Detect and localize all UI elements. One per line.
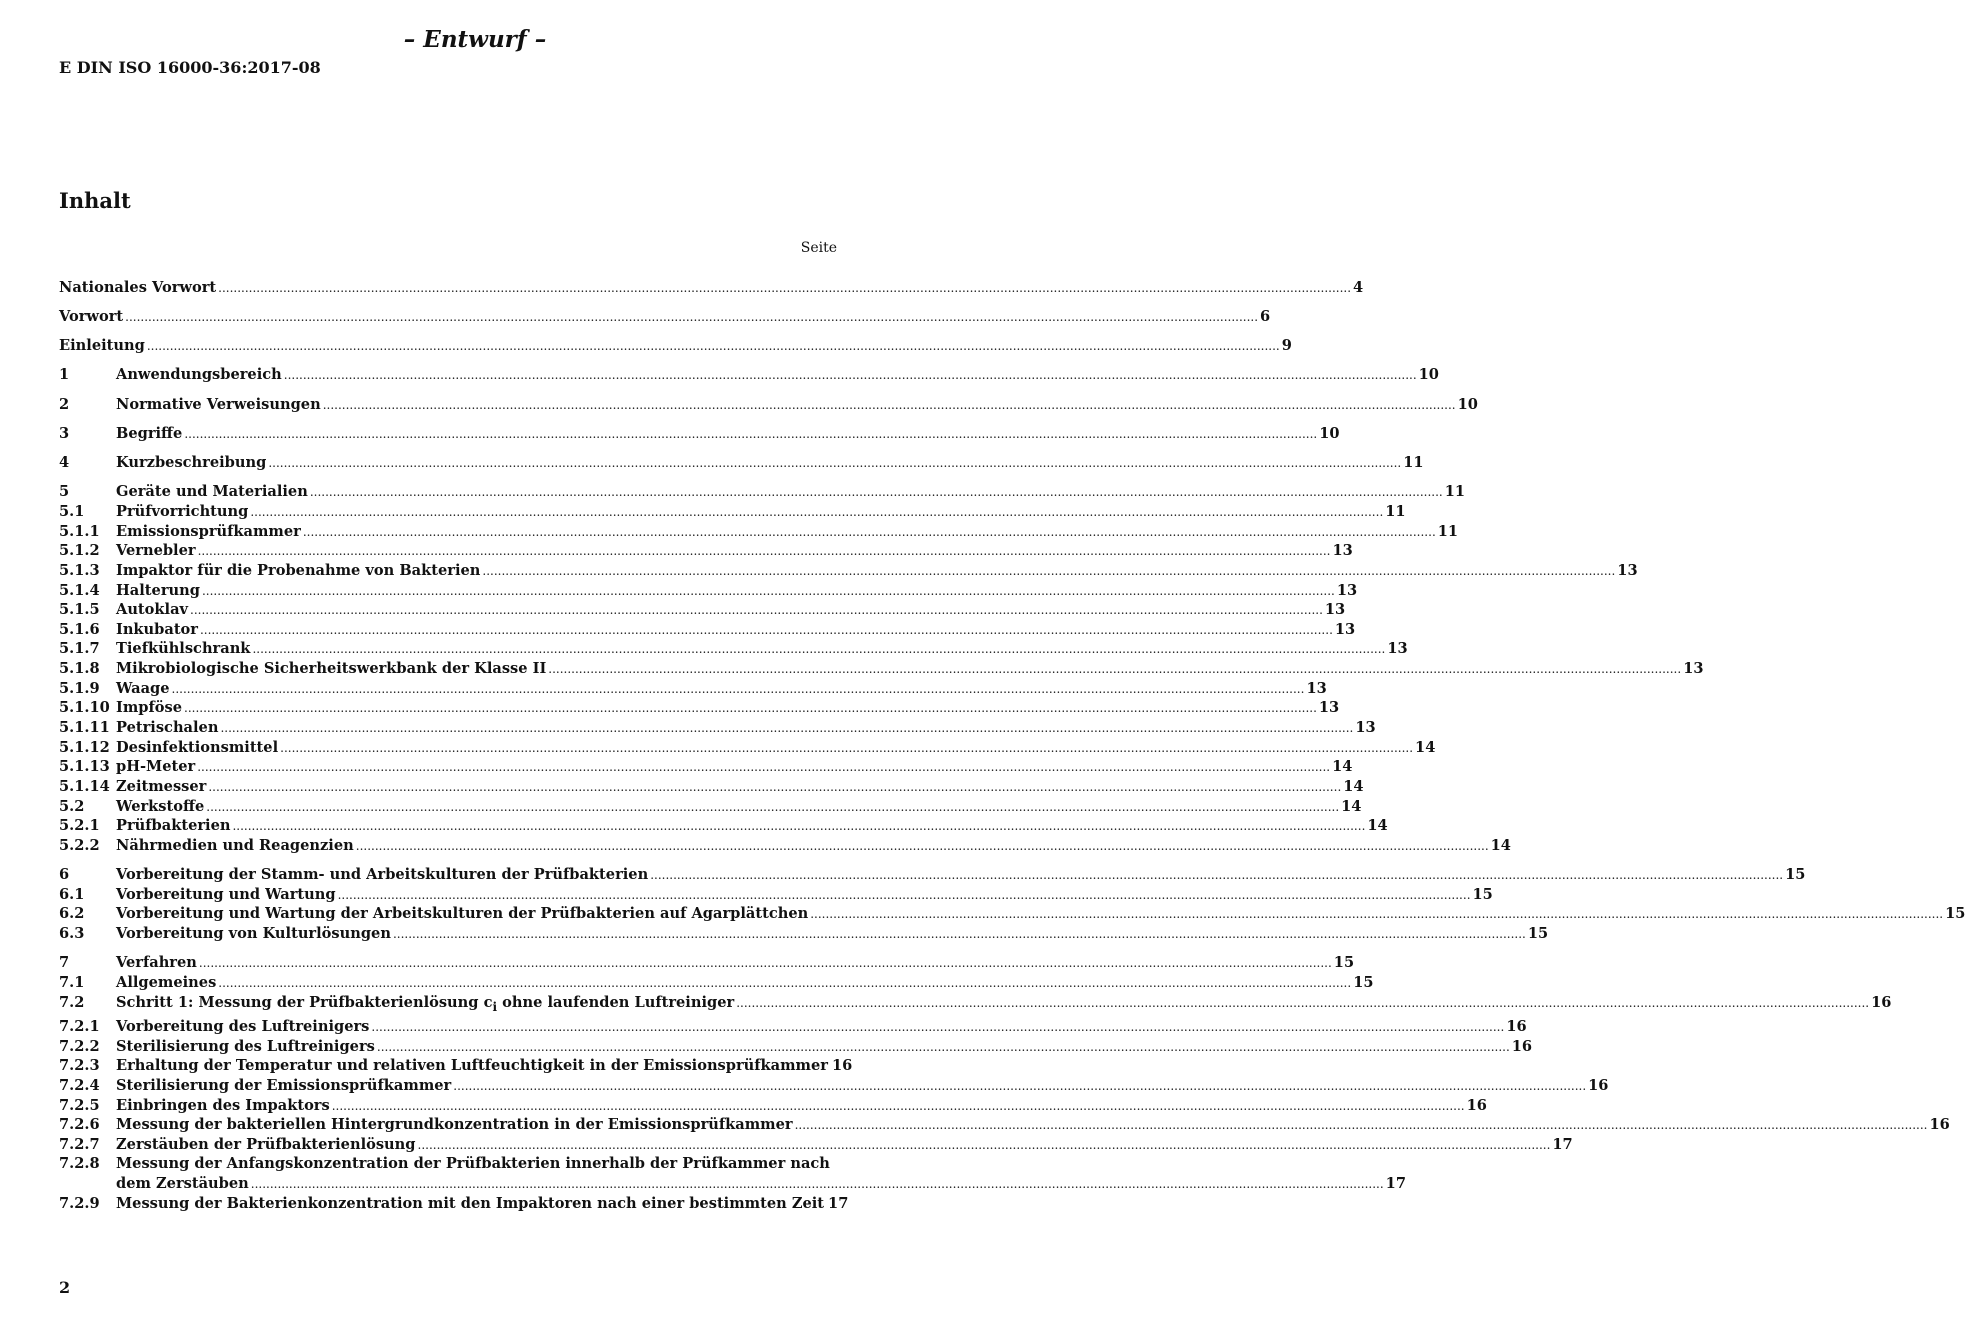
toc-entry[interactable]: [59, 1115, 1950, 1135]
toc-entry-page: 13: [1355, 719, 1376, 736]
toc-entry-title: Vernebler: [116, 542, 196, 559]
toc-entry-number: 7.2.2: [59, 1038, 100, 1055]
toc-leader-dots: [332, 1096, 1465, 1116]
toc-entry-title-continued: dem Zerstäuben: [116, 1175, 249, 1192]
toc-entry-page: 16: [1871, 994, 1892, 1011]
toc-entry-number: 7.2.5: [59, 1097, 100, 1114]
toc-entry[interactable]: [59, 1194, 849, 1214]
toc-entry[interactable]: [59, 1154, 1406, 1194]
toc-leader-dots: [377, 1037, 1510, 1057]
toc-entry-title: Sterilisierung der Emissionsprüfkammer: [116, 1077, 452, 1094]
toc-entry-number: 7.2: [59, 994, 85, 1011]
toc-leader-dots: [197, 757, 1330, 777]
toc-entry-title: Inkubator: [116, 621, 198, 638]
toc-entry[interactable]: [59, 953, 1355, 973]
toc-entry-title: Vorbereitung und Wartung: [116, 886, 336, 903]
toc-entry-page: 15: [1527, 925, 1549, 942]
toc-entry[interactable]: [59, 757, 1353, 777]
toc-leader-dots: [220, 718, 1353, 738]
toc-leader-dots: [356, 836, 1489, 856]
toc-entry-page: 11: [1403, 454, 1424, 471]
toc-entry-number: 5.2.2: [59, 837, 100, 854]
toc-entry-page: 16: [831, 1057, 853, 1074]
toc-entry-page: 11: [1385, 503, 1406, 520]
toc-entry-number: 7.2.6: [59, 1116, 100, 1133]
toc-entry-number: 5.1.4: [59, 582, 100, 599]
toc-entry-number: 2: [59, 396, 70, 413]
toc-entry[interactable]: [59, 777, 1364, 797]
toc-entry-page: 14: [1343, 778, 1364, 795]
toc-entry-title: Nationales Vorwort: [59, 279, 217, 296]
toc-entry-title: Vorbereitung der Stamm- und Arbeitskulturen der Prüfbakterien: [116, 866, 649, 883]
toc-entry-page: 13: [1683, 660, 1704, 677]
toc-entry-page: 13: [1334, 621, 1356, 638]
toc-entry-title: Verfahren: [116, 954, 197, 971]
toc-entry-page: 15: [1785, 866, 1806, 883]
toc-entry-title: [116, 993, 734, 1017]
toc-entry-number: 7.2.7: [59, 1136, 100, 1153]
toc-entry-number: 5.1.7: [59, 640, 100, 657]
toc-leader-dots: [184, 698, 1317, 718]
toc-entry-page: 13: [1336, 582, 1358, 599]
toc-entry-title: Desinfektionsmittel: [116, 739, 279, 756]
toc-entry-title: Impföse: [116, 699, 182, 716]
toc-entry-page: 9: [1281, 337, 1292, 354]
toc-leader-dots: [218, 278, 1351, 298]
toc-leader-dots: [418, 1135, 1551, 1155]
toc-entry-page: 13: [1332, 542, 1353, 559]
toc-entry-title-suffix: ohne laufenden Luftreiniger: [497, 994, 735, 1011]
toc-entry-subscript: i: [492, 999, 498, 1014]
toc-entry[interactable]: [59, 1135, 1573, 1155]
toc-leader-dots: [284, 365, 1417, 385]
toc-entry-page: 13: [1324, 601, 1346, 618]
toc-entry[interactable]: [59, 904, 1965, 924]
toc-leader-dots: [232, 816, 1365, 836]
toc-entry[interactable]: [59, 424, 1340, 444]
toc-leader-dots: [548, 659, 1681, 679]
toc-leader-dots: [303, 522, 1436, 542]
toc-entry[interactable]: [59, 639, 1408, 659]
toc-entry-number: 5.1.13: [59, 758, 110, 775]
toc-entry-title: Begriffe: [116, 425, 183, 442]
toc-leader-dots: [310, 482, 1443, 502]
toc-entry[interactable]: [59, 307, 1271, 327]
toc-entry-title: Prüfbakterien: [116, 817, 231, 834]
toc-leader-dots: [202, 581, 1335, 601]
toc-entry-title: Zeitmesser: [116, 778, 207, 795]
toc-entry[interactable]: [59, 924, 1549, 944]
toc-entry-title: Messung der Anfangskonzentration der Prüfbakterien innerhalb der Prüfkammer nach: [116, 1155, 830, 1172]
toc-entry[interactable]: [59, 522, 1459, 542]
toc-entry-page: 14: [1415, 739, 1436, 756]
toc-entry[interactable]: [59, 278, 1364, 298]
toc-entry[interactable]: [59, 973, 1374, 993]
toc-entry-title: Nährmedien und Reagenzien: [116, 837, 354, 854]
toc-entry-title: Vorbereitung und Wartung der Arbeitskulturen der Prüfbakterien auf Agarplättchen: [116, 905, 809, 922]
toc-entry[interactable]: [59, 600, 1346, 620]
toc-entry[interactable]: [59, 993, 1892, 1014]
toc-leader-dots: [251, 1174, 1384, 1194]
toc-leader-dots: [795, 1115, 1928, 1135]
toc-entry-page: 17: [1552, 1136, 1573, 1153]
toc-leader-dots: [184, 424, 1317, 444]
toc-entry-number: 5.1.3: [59, 562, 100, 579]
toc-entry-title: Erhaltung der Temperatur und relativen Luftfeuchtigkeit in der Emissionsprüfkammer: [116, 1057, 828, 1074]
toc-leader-dots: [338, 885, 1471, 905]
toc-entry[interactable]: [59, 395, 1478, 415]
toc-entry-page: 16: [1466, 1097, 1487, 1114]
toc-entry-number: 7.2.8: [59, 1155, 100, 1172]
toc-entry-title: Sterilisierung des Luftreinigers: [116, 1038, 375, 1055]
toc-entry-page: 17: [828, 1195, 849, 1212]
toc-entry[interactable]: [59, 1017, 1527, 1037]
toc-leader-dots: [268, 453, 1401, 473]
toc-entry-number: 7.2.3: [59, 1057, 100, 1074]
toc-entry[interactable]: [59, 482, 1466, 502]
toc-entry-title: Kurzbeschreibung: [116, 454, 267, 471]
toc-entry-title: Vorwort: [59, 308, 124, 325]
toc-entry-number: 6.3: [59, 925, 85, 942]
toc-entry[interactable]: [59, 541, 1353, 561]
toc-entry[interactable]: [59, 659, 1704, 679]
toc-entry-title: Vorbereitung von Kulturlösungen: [116, 925, 391, 942]
toc-entry-number: 5.1.5: [59, 601, 100, 618]
toc-entry[interactable]: [59, 836, 1511, 856]
toc-entry-page: 13: [1617, 562, 1638, 579]
toc-entry-title: pH-Meter: [116, 758, 196, 775]
toc-entry-title: Emissionsprüfkammer: [116, 523, 301, 540]
toc-entry[interactable]: [59, 581, 1358, 601]
toc-entry-number: 7.1: [59, 974, 85, 991]
toc-entry-page: 16: [1506, 1018, 1527, 1035]
toc-entry[interactable]: [59, 1037, 1533, 1057]
toc-entry[interactable]: [59, 865, 1806, 885]
toc-entry-page: 14: [1490, 837, 1511, 854]
toc-entry-page: 13: [1318, 699, 1340, 716]
toc-entry-title: Autoklav: [116, 601, 188, 618]
toc-entry-page: 13: [1387, 640, 1408, 657]
toc-leader-dots: [147, 336, 1280, 356]
toc-entry[interactable]: [59, 797, 1362, 817]
toc-leader-dots: [252, 639, 1385, 659]
toc-entry[interactable]: [59, 1076, 1609, 1096]
toc-entry-page: 15: [1472, 886, 1493, 903]
toc-entry-title: Messung der bakteriellen Hintergrundkonzentration in der Emissionsprüfkammer: [116, 1116, 793, 1133]
toc-entry-title: Waage: [116, 680, 170, 697]
toc-entry-title: Halterung: [116, 582, 200, 599]
toc-entry-number: 5.1.11: [59, 719, 110, 736]
toc-leader-dots: [208, 777, 1341, 797]
toc-entry-number: 7: [59, 954, 70, 971]
toc-entry-title: Vorbereitung des Luftreinigers: [116, 1018, 370, 1035]
toc-entry-page: 15: [1353, 974, 1374, 991]
toc-entry-page: 16: [1588, 1077, 1609, 1094]
toc-entry-number: 4: [59, 454, 70, 471]
toc-entry-page: 10: [1457, 396, 1478, 413]
toc-entry-title: Einbringen des Impaktors: [116, 1097, 330, 1114]
toc-entry[interactable]: [59, 718, 1376, 738]
toc-entry[interactable]: [59, 698, 1340, 718]
toc-entry-title: Zerstäuben der Prüfbakterienlösung: [116, 1136, 416, 1153]
toc-entry[interactable]: [59, 738, 1436, 758]
toc-entry[interactable]: [59, 1096, 1487, 1116]
toc-entry-number: 5.1.1: [59, 523, 100, 540]
toc-entry-title: Werkstoffe: [116, 798, 205, 815]
toc-entry[interactable]: [59, 816, 1388, 836]
toc-entry-title: Geräte und Materialien: [116, 483, 308, 500]
toc-leader-dots: [393, 924, 1526, 944]
toc-entry-number: 7.2.4: [59, 1077, 100, 1094]
toc-leader-dots: [810, 904, 1943, 924]
toc-entry-title: Impaktor für die Probenahme von Bakterien: [116, 562, 481, 579]
document-id: E DIN ISO 16000-36:2017-08: [59, 58, 321, 77]
toc-entry-page: 10: [1418, 366, 1439, 383]
toc-entry-title: Tiefkühlschrank: [116, 640, 251, 657]
toc-leader-dots: [172, 679, 1305, 699]
toc-entry-number: 5.2: [59, 798, 85, 815]
toc-entry[interactable]: [59, 1056, 853, 1076]
toc-entry-title: Petrischalen: [116, 719, 219, 736]
toc-entry-page: 10: [1319, 425, 1340, 442]
toc-entry-number: 5.2.1: [59, 817, 100, 834]
toc-leader-dots: [199, 953, 1332, 973]
toc-entry-number: 5.1.9: [59, 680, 100, 697]
toc-title: Inhalt: [59, 188, 131, 213]
toc-entry-page: 16: [1511, 1038, 1533, 1055]
toc-entry-page: 15: [1945, 905, 1965, 922]
toc-entry-page: 16: [1929, 1116, 1950, 1133]
toc-entry[interactable]: [59, 885, 1493, 905]
toc-leader-dots: [125, 307, 1258, 327]
toc-entry[interactable]: [59, 365, 1439, 385]
toc-entry-number: 1: [59, 366, 70, 383]
toc-entry-title: Normative Verweisungen: [116, 396, 321, 413]
toc-leader-dots: [323, 395, 1456, 415]
toc-entry-page: 11: [1444, 483, 1466, 500]
toc-leader-dots: [190, 600, 1323, 620]
toc-entry-number: 5.1.10: [59, 699, 110, 716]
toc-entry[interactable]: [59, 561, 1638, 581]
toc-entry-number: 5.1.2: [59, 542, 100, 559]
page-column-label: Seite: [800, 240, 837, 256]
toc-leader-dots: [280, 738, 1413, 758]
toc-entry-title: Einleitung: [59, 337, 145, 354]
toc-entry-title: Anwendungsbereich: [116, 366, 282, 383]
toc-entry-number: 5.1.14: [59, 778, 110, 795]
toc-entry-page: 15: [1333, 954, 1355, 971]
toc-entry-page: 4: [1353, 279, 1364, 296]
draft-mark: – Entwurf –: [403, 26, 547, 53]
toc-leader-dots: [482, 561, 1615, 581]
toc-entry[interactable]: [59, 679, 1327, 699]
toc-leader-dots: [736, 993, 1869, 1013]
toc-leader-dots: [371, 1017, 1504, 1037]
toc-entry-title: Prüfvorrichtung: [116, 503, 249, 520]
toc-entry-page: 14: [1367, 817, 1388, 834]
toc-entry-number: 6: [59, 866, 70, 883]
toc-leader-dots: [218, 973, 1351, 993]
toc-entry[interactable]: [59, 453, 1424, 473]
toc-entry-number: 3: [59, 425, 70, 442]
toc-entry[interactable]: [59, 336, 1292, 356]
toc-leader-dots: [206, 797, 1339, 817]
toc-entry-number: 5.1: [59, 503, 85, 520]
toc-entry-page: 11: [1437, 523, 1459, 540]
toc-entry-page: 6: [1260, 308, 1271, 325]
toc-entry-page: 14: [1332, 758, 1353, 775]
toc-leader-dots: [198, 541, 1331, 561]
toc-leader-dots: [650, 865, 1783, 885]
toc-entry-number: 6.1: [59, 886, 85, 903]
toc-leader-dots: [250, 502, 1383, 522]
toc-entry-title: Mikrobiologische Sicherheitswerkbank der Klasse II: [116, 660, 547, 677]
toc-leader-dots: [200, 620, 1333, 640]
toc-entry[interactable]: [59, 620, 1356, 640]
toc-entry-page: 14: [1341, 798, 1362, 815]
toc-leader-dots: [453, 1076, 1586, 1096]
page-number: 2: [59, 1278, 71, 1297]
toc-entry-number: 5.1.8: [59, 660, 100, 677]
toc-entry-number: 7.2.9: [59, 1195, 100, 1212]
toc-entry-number: 5.1.6: [59, 621, 100, 638]
toc-entry-number: 5: [59, 483, 70, 500]
toc-entry-title: Messung der Bakterienkonzentration mit den Impaktoren nach einer bestimmten Zeit: [116, 1195, 825, 1212]
toc-entry-title: Allgemeines: [116, 974, 217, 991]
toc-entry-title-part: Schritt 1: Messung der Prüfbakterienlösung c: [116, 994, 493, 1011]
toc-entry[interactable]: [59, 502, 1406, 522]
toc-entry-number: 5.1.12: [59, 739, 110, 756]
toc-entry-page: 13: [1306, 680, 1327, 697]
toc-entry-number: 7.2.1: [59, 1018, 100, 1035]
toc-entry-number: 6.2: [59, 905, 85, 922]
toc-entry-page: 17: [1385, 1175, 1406, 1192]
